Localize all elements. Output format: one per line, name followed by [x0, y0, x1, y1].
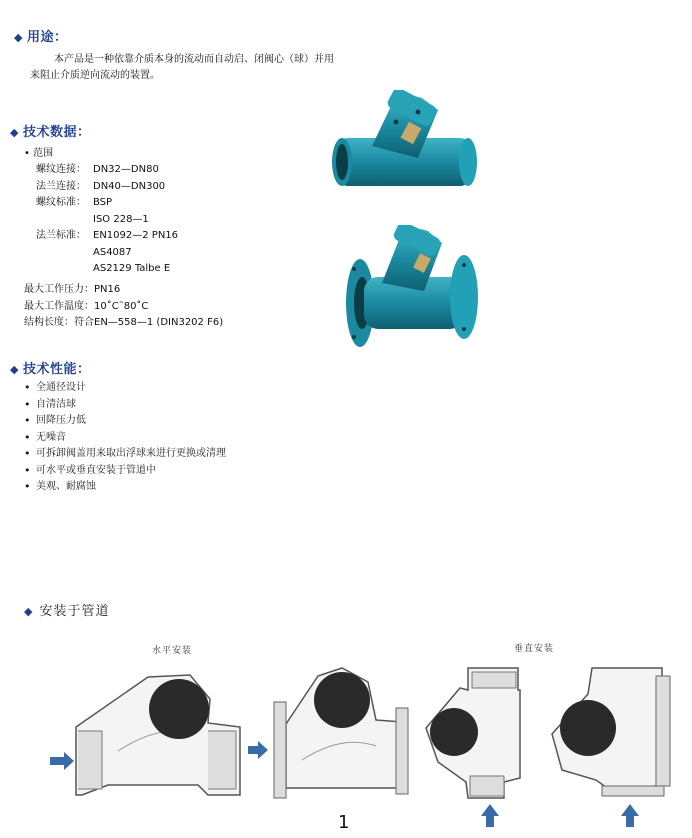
spec-row [36, 212, 178, 229]
horizontal-install-caption: 水平安装 [152, 646, 193, 656]
spec-value: BSP [93, 197, 113, 208]
spec-row [36, 179, 178, 196]
diamond-bullet-icon: ◆ [10, 363, 19, 376]
spec-value: DN40—DN300 [93, 180, 166, 192]
range-title: 范围 [33, 148, 54, 159]
spec-label: 法兰标准： [36, 230, 86, 241]
list-item: • 可拆卸阀盖用来取出浮球来进行更换或清理 [22, 446, 226, 463]
tech-data-rows [36, 162, 178, 278]
tech-data-heading-text: 技术数据： [22, 125, 91, 140]
spec-label: 最大工作压力： [24, 284, 94, 295]
list-item: • 回降压力低 [22, 413, 226, 430]
spec-label: 结构长度： [24, 317, 74, 328]
spec-row [24, 299, 223, 316]
threaded-valve-image [330, 90, 480, 205]
spec-value: AS4087 [93, 246, 132, 258]
ball [430, 708, 478, 756]
bullet-icon: • [24, 148, 30, 159]
ball [149, 679, 209, 739]
usage-text-line2: 来阻止介质逆向流动的装置。 [30, 70, 160, 81]
spec-value: EN1092—2 PN16 [93, 230, 179, 241]
tech-data-range [24, 146, 53, 163]
list-item: • 可水平或垂直安装于管道中 [22, 463, 226, 480]
flanged-valve-image [338, 225, 488, 350]
spec-row [36, 245, 178, 262]
spec-label: 最大工作温度： [24, 300, 94, 312]
ball [314, 672, 370, 728]
page-number: 1 [338, 812, 350, 833]
diamond-bullet-icon: ◆ [24, 605, 34, 618]
flow-arrow-icon [481, 804, 499, 827]
spec-row [24, 315, 223, 332]
horizontal-flanged-diagram [246, 660, 412, 802]
performance-list [22, 380, 226, 496]
flow-arrow-icon [50, 752, 74, 770]
list-item: • 全通径设计 [22, 380, 226, 397]
spec-row [24, 282, 223, 299]
spec-value: 符合EN—558—1 (DIN3202 F6) [74, 317, 224, 328]
spec-row [36, 162, 178, 179]
spec-row [36, 261, 178, 278]
spec-row [36, 195, 178, 212]
spec-label: 螺纹标准： [36, 197, 86, 208]
list-item: • 美观、耐腐蚀 [22, 479, 226, 496]
list-item: • 无噪音 [22, 430, 226, 447]
spec-value: AS2129 Talbe E [93, 263, 171, 274]
diamond-bullet-icon: ◆ [10, 126, 19, 139]
list-item: • 自清洁球 [22, 397, 226, 414]
usage-heading-text: 用途： [26, 30, 68, 45]
spec-value: DN32—DN80 [93, 164, 159, 175]
spec-row [36, 228, 178, 245]
spec-value: ISO 228—1 [93, 213, 149, 225]
install-heading-text: 安装于管道 [39, 604, 110, 619]
vertical-flanged-diagram [540, 662, 680, 832]
performance-heading-text: 技术性能： [22, 362, 91, 377]
flow-arrow-icon [248, 741, 268, 759]
install-heading [24, 600, 109, 619]
spec-value: 10˚C˜80˚C [94, 300, 149, 312]
spec-label: 法兰连接： [36, 180, 86, 192]
usage-text-line1: 本产品是一种依靠介质本身的流动而自动启、闭阀心（球）并用 [54, 54, 334, 65]
spec-value: PN16 [94, 284, 121, 295]
ball [560, 700, 616, 756]
usage-heading [14, 26, 67, 45]
vertical-threaded-diagram [420, 662, 532, 832]
horizontal-threaded-diagram [48, 655, 248, 803]
tech-data-extra [24, 282, 223, 332]
flow-arrow-icon [621, 804, 639, 827]
tech-data-heading [10, 121, 90, 140]
performance-heading [10, 358, 90, 377]
vertical-install-caption: 垂直安装 [514, 644, 555, 654]
diamond-bullet-icon: ◆ [14, 31, 23, 44]
spec-label: 螺纹连接： [36, 164, 86, 175]
